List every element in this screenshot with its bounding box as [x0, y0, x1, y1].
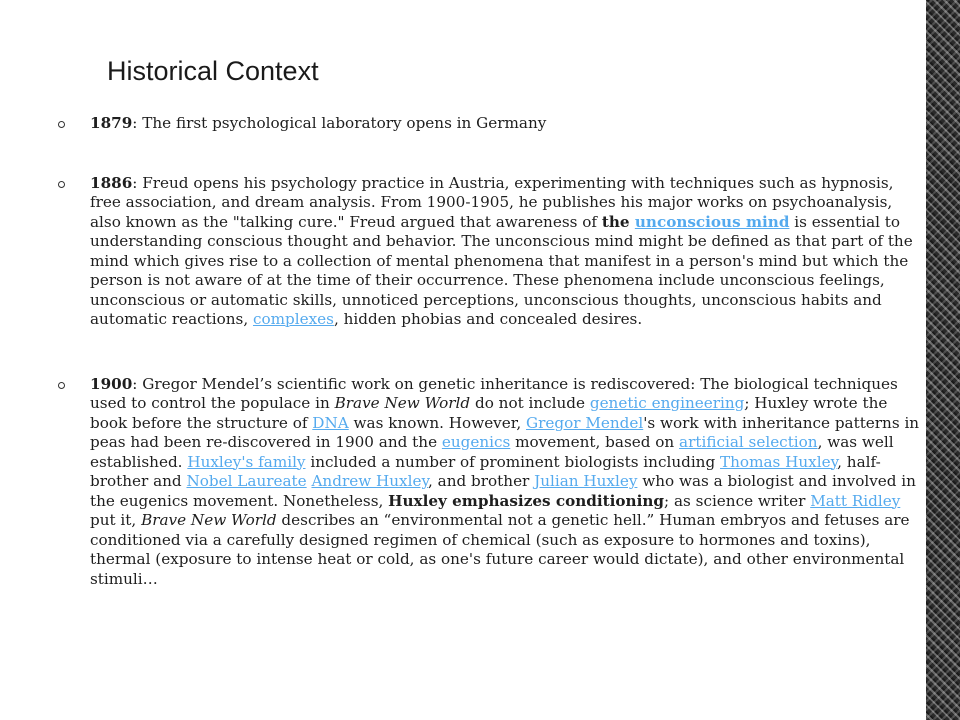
- text-run: , half-brother and: [90, 452, 881, 490]
- bullet-1879: [58, 114, 924, 134]
- text-run: : The first psychological laboratory opens in Germany: [132, 114, 547, 132]
- link-huxleys-family[interactable]: Huxley's family: [187, 452, 306, 471]
- text-run: who was a biologist and involved in the eugenics movement. Nonetheless,: [90, 472, 916, 510]
- year-label: 1879: [90, 114, 133, 132]
- text-run: ; Huxley wrote the book before the structure of: [90, 394, 888, 432]
- text-run: put it,: [90, 511, 142, 529]
- bullet-text: [90, 114, 546, 132]
- text-run: , was well established.: [90, 433, 894, 471]
- bullet-1886: [58, 174, 924, 330]
- text-run: was known. However,: [348, 413, 526, 432]
- link-artificial-selection[interactable]: artificial selection: [679, 433, 818, 451]
- book-title: Brave New World: [141, 511, 277, 529]
- link-eugenics[interactable]: eugenics: [441, 433, 511, 451]
- link-andrew-huxley[interactable]: Andrew Huxley: [311, 472, 429, 490]
- text-run: : Freud opens his psychology practice in Austria, experimenting with techniques such as hypnosis, free association, and dream analysis. From 1900-1905, he publishes his major works on psychoanalysis, also known as the "talking cure." Freud argued that awareness of: [90, 173, 894, 231]
- link-complexes[interactable]: complexes: [252, 310, 334, 328]
- link-matt-ridley[interactable]: Matt Ridley: [810, 491, 901, 510]
- text-run: included a number of prominent biologists including: [305, 452, 721, 471]
- text-run: do not include: [470, 394, 590, 412]
- slide-title: Historical Context: [107, 56, 319, 86]
- text-run: 's work with inheritance patterns in peas had been re-discovered in 1900 and the: [90, 413, 920, 451]
- decorative-border: [926, 0, 960, 720]
- bullet-text: [90, 375, 919, 588]
- link-unconscious-mind[interactable]: unconscious mind: [634, 212, 790, 231]
- link-julian-huxley[interactable]: Julian Huxley: [534, 472, 638, 490]
- link-gregor-mendel[interactable]: Gregor Mendel: [526, 413, 644, 432]
- text-run: : Gregor Mendel’s scientific work on genetic inheritance is rediscovered: The biological techniques used to control the populace in: [90, 374, 898, 412]
- link-nobel-laureate[interactable]: Nobel Laureate: [186, 472, 307, 490]
- text-run: describes an “environmental not a genetic hell.” Human embryos and fetuses are conditioned via a carefully designed regimen of chemical (such as exposure to hormones and toxins), thermal (exposure to intense heat or cold, as one's future career would dictate), and other environmental stimuli…: [90, 511, 910, 588]
- year-label: 1886: [90, 173, 133, 192]
- link-genetic-engineering[interactable]: genetic engineering: [589, 394, 745, 412]
- text-run: movement, based on: [510, 433, 680, 451]
- bullet-text: [90, 174, 913, 329]
- link-dna[interactable]: DNA: [312, 413, 349, 432]
- text-run-bold: Huxley emphasizes conditioning: [388, 491, 665, 510]
- bullet-1900: [58, 375, 924, 590]
- text-run: , hidden phobias and concealed desires.: [333, 310, 643, 328]
- bullet-marker-icon: [58, 121, 65, 128]
- bullet-list: [58, 114, 924, 589]
- link-thomas-huxley[interactable]: Thomas Huxley: [720, 452, 838, 471]
- book-title: Brave New World: [334, 394, 471, 412]
- year-label: 1900: [90, 374, 133, 393]
- bullet-marker-icon: [58, 382, 65, 389]
- text-run: ; as science writer: [664, 491, 811, 510]
- text-run: is essential to understanding conscious thought and behavior. The unconscious mind might be defined as that part of the mind which gives rise to a collection of mental phenomena that manifest in a person's mind but which the person is not aware of at the time of their occurrence. These phenomena include unconscious feelings, unconscious or automatic skills, unnoticed perceptions, unconscious thoughts, unconscious habits and automatic reactions,: [90, 212, 913, 328]
- text-run-bold: the: [601, 212, 635, 231]
- text-run: , and brother: [428, 472, 535, 490]
- bullet-marker-icon: [58, 181, 65, 188]
